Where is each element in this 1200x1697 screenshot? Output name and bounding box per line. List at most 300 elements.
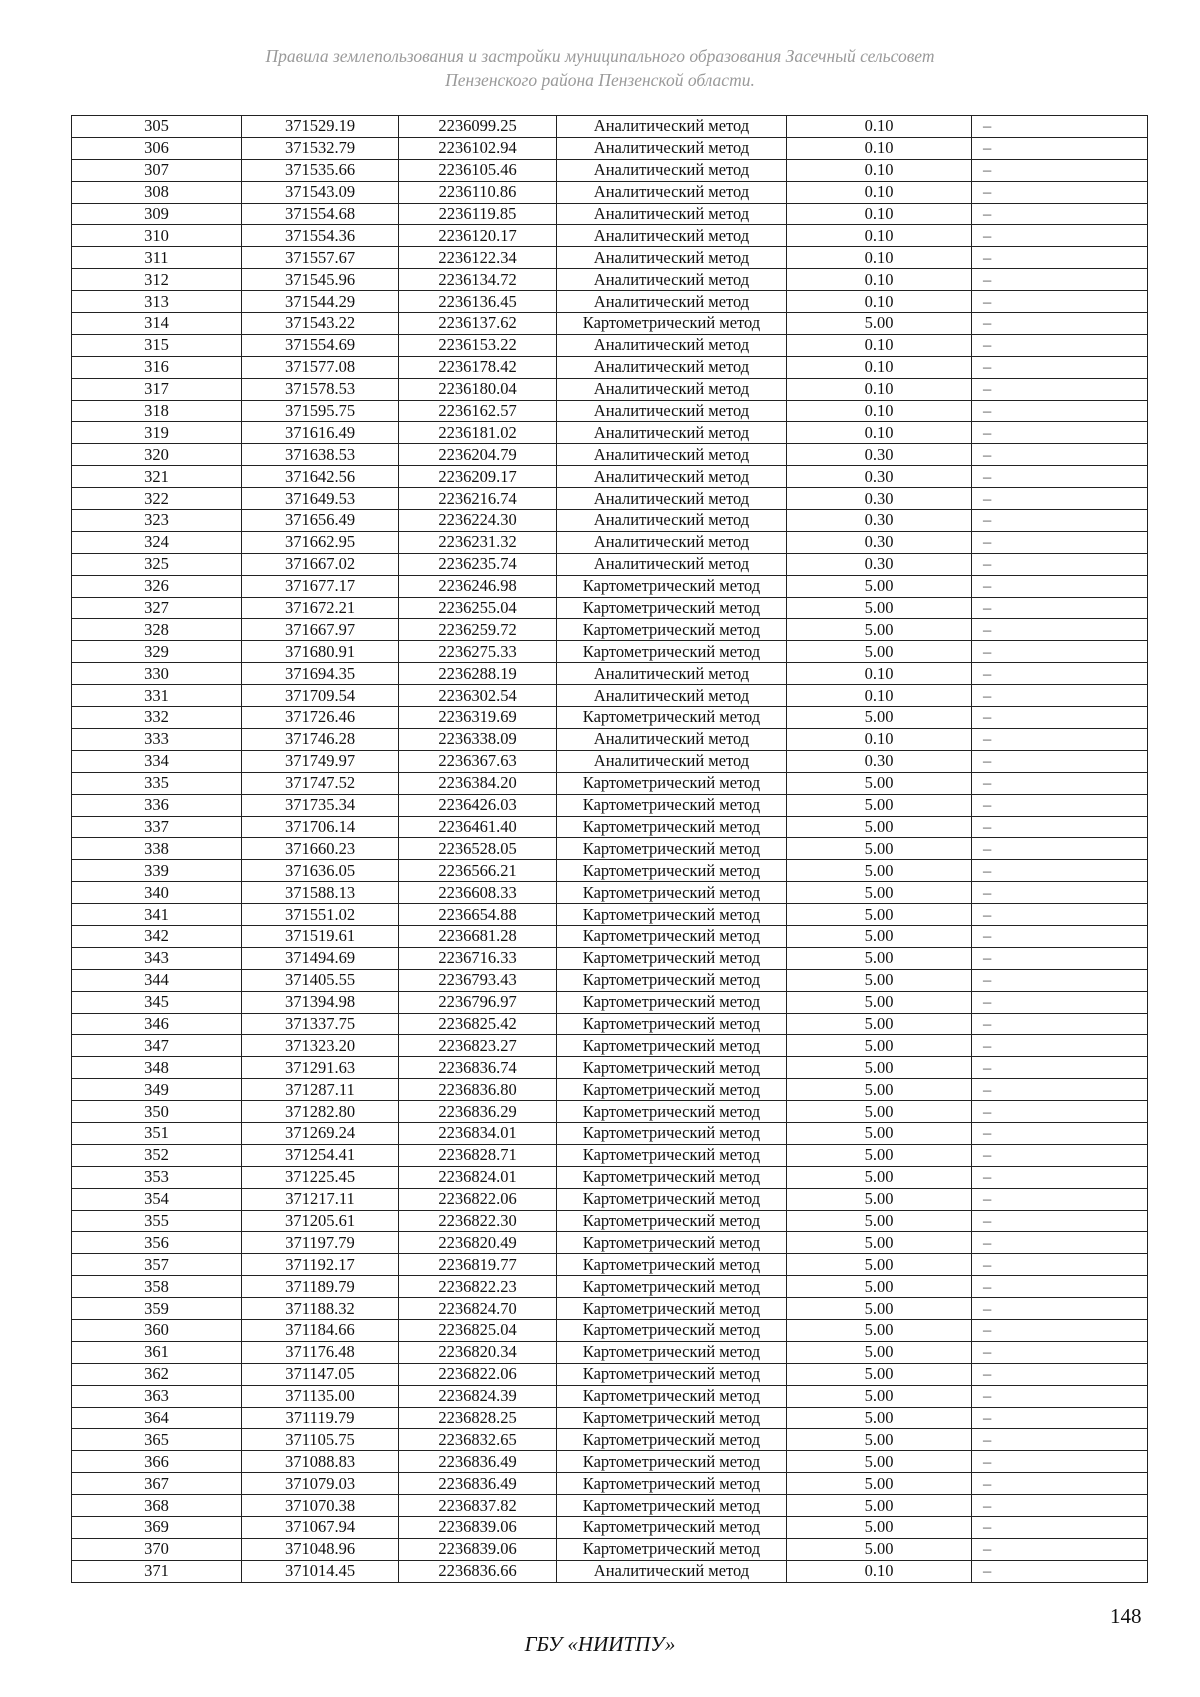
x-coordinate-cell: 371747.52: [242, 772, 399, 794]
point-number-cell: 316: [72, 356, 242, 378]
description-cell: –: [972, 313, 1148, 335]
description-cell: –: [972, 1407, 1148, 1429]
accuracy-cell: 5.00: [787, 1122, 972, 1144]
accuracy-cell: 5.00: [787, 991, 972, 1013]
y-coordinate-cell: 2236836.80: [399, 1079, 557, 1101]
x-coordinate-cell: 371189.79: [242, 1276, 399, 1298]
table-row: [72, 1122, 1148, 1144]
method-cell: Картометрический метод: [557, 1495, 787, 1517]
table-row: [72, 838, 1148, 860]
x-coordinate-cell: 371184.66: [242, 1319, 399, 1341]
accuracy-cell: 5.00: [787, 1385, 972, 1407]
accuracy-cell: 0.30: [787, 750, 972, 772]
point-number-cell: 320: [72, 444, 242, 466]
accuracy-cell: 5.00: [787, 313, 972, 335]
method-cell: Картометрический метод: [557, 1232, 787, 1254]
point-number-cell: 361: [72, 1341, 242, 1363]
accuracy-cell: 5.00: [787, 860, 972, 882]
table-row: [72, 1319, 1148, 1341]
accuracy-cell: 5.00: [787, 882, 972, 904]
point-number-cell: 313: [72, 291, 242, 313]
description-cell: –: [972, 1298, 1148, 1320]
method-cell: Аналитический метод: [557, 510, 787, 532]
method-cell: Аналитический метод: [557, 356, 787, 378]
table-row: [72, 772, 1148, 794]
accuracy-cell: 5.00: [787, 1210, 972, 1232]
point-number-cell: 310: [72, 225, 242, 247]
y-coordinate-cell: 2236822.23: [399, 1276, 557, 1298]
x-coordinate-cell: 371709.54: [242, 685, 399, 707]
description-cell: –: [972, 356, 1148, 378]
point-number-cell: 347: [72, 1035, 242, 1057]
method-cell: Аналитический метод: [557, 728, 787, 750]
accuracy-cell: 5.00: [787, 1538, 972, 1560]
header-line-1: Правила землепользования и застройки муниципального образования Засечный сельсовет: [265, 46, 935, 66]
table-row: [72, 619, 1148, 641]
point-number-cell: 371: [72, 1560, 242, 1582]
y-coordinate-cell: 2236824.39: [399, 1385, 557, 1407]
point-number-cell: 329: [72, 641, 242, 663]
table-row: [72, 1057, 1148, 1079]
point-number-cell: 308: [72, 181, 242, 203]
x-coordinate-cell: 371337.75: [242, 1013, 399, 1035]
method-cell: Аналитический метод: [557, 663, 787, 685]
method-cell: Картометрический метод: [557, 1298, 787, 1320]
accuracy-cell: 5.00: [787, 794, 972, 816]
table-row: [72, 1144, 1148, 1166]
x-coordinate-cell: 371667.02: [242, 553, 399, 575]
table-row: [72, 334, 1148, 356]
x-coordinate-cell: 371544.29: [242, 291, 399, 313]
method-cell: Картометрический метод: [557, 969, 787, 991]
description-cell: –: [972, 269, 1148, 291]
y-coordinate-cell: 2236302.54: [399, 685, 557, 707]
y-coordinate-cell: 2236820.49: [399, 1232, 557, 1254]
x-coordinate-cell: 371070.38: [242, 1495, 399, 1517]
description-cell: –: [972, 1517, 1148, 1539]
point-number-cell: 331: [72, 685, 242, 707]
table-row: [72, 378, 1148, 400]
table-row: [72, 137, 1148, 159]
table-row: [72, 422, 1148, 444]
y-coordinate-cell: 2236825.04: [399, 1319, 557, 1341]
x-coordinate-cell: 371545.96: [242, 269, 399, 291]
point-number-cell: 363: [72, 1385, 242, 1407]
point-number-cell: 359: [72, 1298, 242, 1320]
method-cell: Картометрический метод: [557, 838, 787, 860]
table-row: [72, 904, 1148, 926]
accuracy-cell: 0.30: [787, 466, 972, 488]
table-row: [72, 728, 1148, 750]
table-row: [72, 1166, 1148, 1188]
table-row: [72, 466, 1148, 488]
accuracy-cell: 5.00: [787, 772, 972, 794]
point-number-cell: 338: [72, 838, 242, 860]
point-number-cell: 342: [72, 925, 242, 947]
description-cell: –: [972, 1429, 1148, 1451]
description-cell: –: [972, 1451, 1148, 1473]
point-number-cell: 307: [72, 159, 242, 181]
y-coordinate-cell: 2236180.04: [399, 378, 557, 400]
method-cell: Картометрический метод: [557, 1385, 787, 1407]
point-number-cell: 352: [72, 1144, 242, 1166]
table-row: [72, 247, 1148, 269]
table-row: [72, 1407, 1148, 1429]
y-coordinate-cell: 2236231.32: [399, 531, 557, 553]
point-number-cell: 323: [72, 510, 242, 532]
table-row: [72, 597, 1148, 619]
method-cell: Картометрический метод: [557, 1429, 787, 1451]
description-cell: –: [972, 291, 1148, 313]
method-cell: Аналитический метод: [557, 159, 787, 181]
y-coordinate-cell: 2236836.66: [399, 1560, 557, 1582]
x-coordinate-cell: 371660.23: [242, 838, 399, 860]
method-cell: Картометрический метод: [557, 619, 787, 641]
method-cell: Картометрический метод: [557, 1210, 787, 1232]
x-coordinate-cell: 371656.49: [242, 510, 399, 532]
description-cell: –: [972, 378, 1148, 400]
table-row: [72, 313, 1148, 335]
accuracy-cell: 5.00: [787, 925, 972, 947]
y-coordinate-cell: 2236836.49: [399, 1451, 557, 1473]
description-cell: –: [972, 1188, 1148, 1210]
method-cell: Картометрический метод: [557, 1341, 787, 1363]
y-coordinate-cell: 2236099.25: [399, 116, 557, 138]
table-row: [72, 553, 1148, 575]
description-cell: –: [972, 1385, 1148, 1407]
point-number-cell: 365: [72, 1429, 242, 1451]
accuracy-cell: 5.00: [787, 1144, 972, 1166]
y-coordinate-cell: 2236288.19: [399, 663, 557, 685]
method-cell: Картометрический метод: [557, 1363, 787, 1385]
description-cell: –: [972, 575, 1148, 597]
x-coordinate-cell: 371323.20: [242, 1035, 399, 1057]
accuracy-cell: 5.00: [787, 1517, 972, 1539]
point-number-cell: 340: [72, 882, 242, 904]
method-cell: Картометрический метод: [557, 1319, 787, 1341]
point-number-cell: 367: [72, 1473, 242, 1495]
x-coordinate-cell: 371105.75: [242, 1429, 399, 1451]
y-coordinate-cell: 2236834.01: [399, 1122, 557, 1144]
table-row: [72, 1517, 1148, 1539]
x-coordinate-cell: 371254.41: [242, 1144, 399, 1166]
description-cell: –: [972, 750, 1148, 772]
point-number-cell: 356: [72, 1232, 242, 1254]
method-cell: Аналитический метод: [557, 488, 787, 510]
x-coordinate-cell: 371672.21: [242, 597, 399, 619]
description-cell: –: [972, 728, 1148, 750]
method-cell: Картометрический метод: [557, 1166, 787, 1188]
point-number-cell: 346: [72, 1013, 242, 1035]
accuracy-cell: 0.10: [787, 663, 972, 685]
table-row: [72, 663, 1148, 685]
description-cell: –: [972, 137, 1148, 159]
table-row: [72, 707, 1148, 729]
y-coordinate-cell: 2236122.34: [399, 247, 557, 269]
method-cell: Картометрический метод: [557, 904, 787, 926]
page-footer: ГБУ «НИИТПУ»: [524, 1632, 676, 1656]
table-row: [72, 1188, 1148, 1210]
method-cell: Картометрический метод: [557, 641, 787, 663]
x-coordinate-cell: 371205.61: [242, 1210, 399, 1232]
x-coordinate-cell: 371667.97: [242, 619, 399, 641]
point-number-cell: 339: [72, 860, 242, 882]
x-coordinate-cell: 371176.48: [242, 1341, 399, 1363]
method-cell: Картометрический метод: [557, 597, 787, 619]
method-cell: Картометрический метод: [557, 313, 787, 335]
point-number-cell: 343: [72, 947, 242, 969]
y-coordinate-cell: 2236246.98: [399, 575, 557, 597]
y-coordinate-cell: 2236836.29: [399, 1101, 557, 1123]
description-cell: –: [972, 400, 1148, 422]
point-number-cell: 353: [72, 1166, 242, 1188]
x-coordinate-cell: 371394.98: [242, 991, 399, 1013]
table-row: [72, 203, 1148, 225]
point-number-cell: 348: [72, 1057, 242, 1079]
method-cell: Картометрический метод: [557, 575, 787, 597]
table-row: [72, 1101, 1148, 1123]
y-coordinate-cell: 2236204.79: [399, 444, 557, 466]
x-coordinate-cell: 371706.14: [242, 816, 399, 838]
y-coordinate-cell: 2236224.30: [399, 510, 557, 532]
x-coordinate-cell: 371197.79: [242, 1232, 399, 1254]
accuracy-cell: 0.10: [787, 291, 972, 313]
point-number-cell: 370: [72, 1538, 242, 1560]
x-coordinate-cell: 371595.75: [242, 400, 399, 422]
method-cell: Картометрический метод: [557, 1122, 787, 1144]
method-cell: Аналитический метод: [557, 531, 787, 553]
accuracy-cell: 5.00: [787, 597, 972, 619]
method-cell: Аналитический метод: [557, 116, 787, 138]
accuracy-cell: 0.10: [787, 685, 972, 707]
accuracy-cell: 5.00: [787, 1057, 972, 1079]
y-coordinate-cell: 2236716.33: [399, 947, 557, 969]
y-coordinate-cell: 2236822.06: [399, 1188, 557, 1210]
y-coordinate-cell: 2236825.42: [399, 1013, 557, 1035]
method-cell: Аналитический метод: [557, 685, 787, 707]
point-number-cell: 349: [72, 1079, 242, 1101]
coordinates-table-body: [72, 116, 1148, 1583]
description-cell: –: [972, 794, 1148, 816]
x-coordinate-cell: 371192.17: [242, 1254, 399, 1276]
point-number-cell: 334: [72, 750, 242, 772]
table-row: [72, 444, 1148, 466]
y-coordinate-cell: 2236119.85: [399, 203, 557, 225]
y-coordinate-cell: 2236102.94: [399, 137, 557, 159]
point-number-cell: 330: [72, 663, 242, 685]
method-cell: Картометрический метод: [557, 1101, 787, 1123]
table-row: [72, 860, 1148, 882]
point-number-cell: 311: [72, 247, 242, 269]
table-row: [72, 794, 1148, 816]
table-row: [72, 1079, 1148, 1101]
coordinates-table: [71, 115, 1148, 1583]
table-row: [72, 575, 1148, 597]
description-cell: –: [972, 1057, 1148, 1079]
method-cell: Аналитический метод: [557, 400, 787, 422]
accuracy-cell: 5.00: [787, 641, 972, 663]
description-cell: –: [972, 685, 1148, 707]
x-coordinate-cell: 371188.32: [242, 1298, 399, 1320]
point-number-cell: 341: [72, 904, 242, 926]
description-cell: –: [972, 1144, 1148, 1166]
x-coordinate-cell: 371088.83: [242, 1451, 399, 1473]
method-cell: Аналитический метод: [557, 1560, 787, 1582]
point-number-cell: 364: [72, 1407, 242, 1429]
description-cell: –: [972, 203, 1148, 225]
table-row: [72, 1013, 1148, 1035]
point-number-cell: 369: [72, 1517, 242, 1539]
y-coordinate-cell: 2236216.74: [399, 488, 557, 510]
description-cell: –: [972, 597, 1148, 619]
accuracy-cell: 0.10: [787, 181, 972, 203]
y-coordinate-cell: 2236162.57: [399, 400, 557, 422]
table-row: [72, 816, 1148, 838]
accuracy-cell: 5.00: [787, 1276, 972, 1298]
point-number-cell: 354: [72, 1188, 242, 1210]
y-coordinate-cell: 2236839.06: [399, 1517, 557, 1539]
y-coordinate-cell: 2236820.34: [399, 1341, 557, 1363]
page-header: [0, 44, 1200, 92]
x-coordinate-cell: 371554.36: [242, 225, 399, 247]
table-row: [72, 1451, 1148, 1473]
accuracy-cell: 0.10: [787, 269, 972, 291]
accuracy-cell: 5.00: [787, 1407, 972, 1429]
y-coordinate-cell: 2236134.72: [399, 269, 557, 291]
method-cell: Аналитический метод: [557, 422, 787, 444]
table-row: [72, 1473, 1148, 1495]
method-cell: Аналитический метод: [557, 553, 787, 575]
x-coordinate-cell: 371225.45: [242, 1166, 399, 1188]
point-number-cell: 317: [72, 378, 242, 400]
accuracy-cell: 5.00: [787, 1341, 972, 1363]
table-row: [72, 116, 1148, 138]
x-coordinate-cell: 371557.67: [242, 247, 399, 269]
description-cell: –: [972, 1276, 1148, 1298]
table-row: [72, 1254, 1148, 1276]
x-coordinate-cell: 371554.68: [242, 203, 399, 225]
table-row: [72, 1385, 1148, 1407]
accuracy-cell: 5.00: [787, 1079, 972, 1101]
x-coordinate-cell: 371494.69: [242, 947, 399, 969]
point-number-cell: 351: [72, 1122, 242, 1144]
description-cell: –: [972, 816, 1148, 838]
x-coordinate-cell: 371588.13: [242, 882, 399, 904]
point-number-cell: 306: [72, 137, 242, 159]
table-row: [72, 400, 1148, 422]
table-row: [72, 925, 1148, 947]
y-coordinate-cell: 2236608.33: [399, 882, 557, 904]
y-coordinate-cell: 2236181.02: [399, 422, 557, 444]
x-coordinate-cell: 371680.91: [242, 641, 399, 663]
table-row: [72, 1341, 1148, 1363]
point-number-cell: 328: [72, 619, 242, 641]
accuracy-cell: 0.30: [787, 531, 972, 553]
point-number-cell: 368: [72, 1495, 242, 1517]
y-coordinate-cell: 2236839.06: [399, 1538, 557, 1560]
description-cell: –: [972, 1101, 1148, 1123]
method-cell: Картометрический метод: [557, 860, 787, 882]
method-cell: Картометрический метод: [557, 1057, 787, 1079]
description-cell: –: [972, 488, 1148, 510]
y-coordinate-cell: 2236137.62: [399, 313, 557, 335]
point-number-cell: 324: [72, 531, 242, 553]
accuracy-cell: 5.00: [787, 575, 972, 597]
x-coordinate-cell: 371749.97: [242, 750, 399, 772]
x-coordinate-cell: 371135.00: [242, 1385, 399, 1407]
y-coordinate-cell: 2236259.72: [399, 619, 557, 641]
x-coordinate-cell: 371269.24: [242, 1122, 399, 1144]
description-cell: –: [972, 1122, 1148, 1144]
description-cell: –: [972, 422, 1148, 444]
description-cell: –: [972, 1319, 1148, 1341]
x-coordinate-cell: 371554.69: [242, 334, 399, 356]
accuracy-cell: 0.10: [787, 334, 972, 356]
y-coordinate-cell: 2236654.88: [399, 904, 557, 926]
y-coordinate-cell: 2236796.97: [399, 991, 557, 1013]
y-coordinate-cell: 2236209.17: [399, 466, 557, 488]
method-cell: Аналитический метод: [557, 378, 787, 400]
x-coordinate-cell: 371532.79: [242, 137, 399, 159]
x-coordinate-cell: 371519.61: [242, 925, 399, 947]
x-coordinate-cell: 371543.09: [242, 181, 399, 203]
accuracy-cell: 5.00: [787, 1429, 972, 1451]
point-number-cell: 318: [72, 400, 242, 422]
method-cell: Картометрический метод: [557, 1144, 787, 1166]
accuracy-cell: 5.00: [787, 947, 972, 969]
x-coordinate-cell: 371662.95: [242, 531, 399, 553]
description-cell: –: [972, 181, 1148, 203]
point-number-cell: 360: [72, 1319, 242, 1341]
y-coordinate-cell: 2236136.45: [399, 291, 557, 313]
method-cell: Картометрический метод: [557, 707, 787, 729]
x-coordinate-cell: 371405.55: [242, 969, 399, 991]
description-cell: –: [972, 510, 1148, 532]
accuracy-cell: 5.00: [787, 1013, 972, 1035]
description-cell: –: [972, 1210, 1148, 1232]
description-cell: –: [972, 466, 1148, 488]
description-cell: –: [972, 1363, 1148, 1385]
accuracy-cell: 5.00: [787, 1035, 972, 1057]
x-coordinate-cell: 371287.11: [242, 1079, 399, 1101]
y-coordinate-cell: 2236837.82: [399, 1495, 557, 1517]
description-cell: –: [972, 1341, 1148, 1363]
accuracy-cell: 0.10: [787, 116, 972, 138]
x-coordinate-cell: 371048.96: [242, 1538, 399, 1560]
point-number-cell: 332: [72, 707, 242, 729]
accuracy-cell: 5.00: [787, 969, 972, 991]
accuracy-cell: 5.00: [787, 1473, 972, 1495]
table-row: [72, 1429, 1148, 1451]
description-cell: –: [972, 1013, 1148, 1035]
description-cell: –: [972, 444, 1148, 466]
page-number: 148: [1110, 1604, 1142, 1628]
x-coordinate-cell: 371291.63: [242, 1057, 399, 1079]
point-number-cell: 322: [72, 488, 242, 510]
x-coordinate-cell: 371735.34: [242, 794, 399, 816]
x-coordinate-cell: 371217.11: [242, 1188, 399, 1210]
y-coordinate-cell: 2236824.01: [399, 1166, 557, 1188]
table-row: [72, 488, 1148, 510]
accuracy-cell: 5.00: [787, 1298, 972, 1320]
y-coordinate-cell: 2236255.04: [399, 597, 557, 619]
table-row: [72, 1298, 1148, 1320]
table-row: [72, 685, 1148, 707]
description-cell: –: [972, 925, 1148, 947]
y-coordinate-cell: 2236384.20: [399, 772, 557, 794]
description-cell: –: [972, 1079, 1148, 1101]
y-coordinate-cell: 2236819.77: [399, 1254, 557, 1276]
